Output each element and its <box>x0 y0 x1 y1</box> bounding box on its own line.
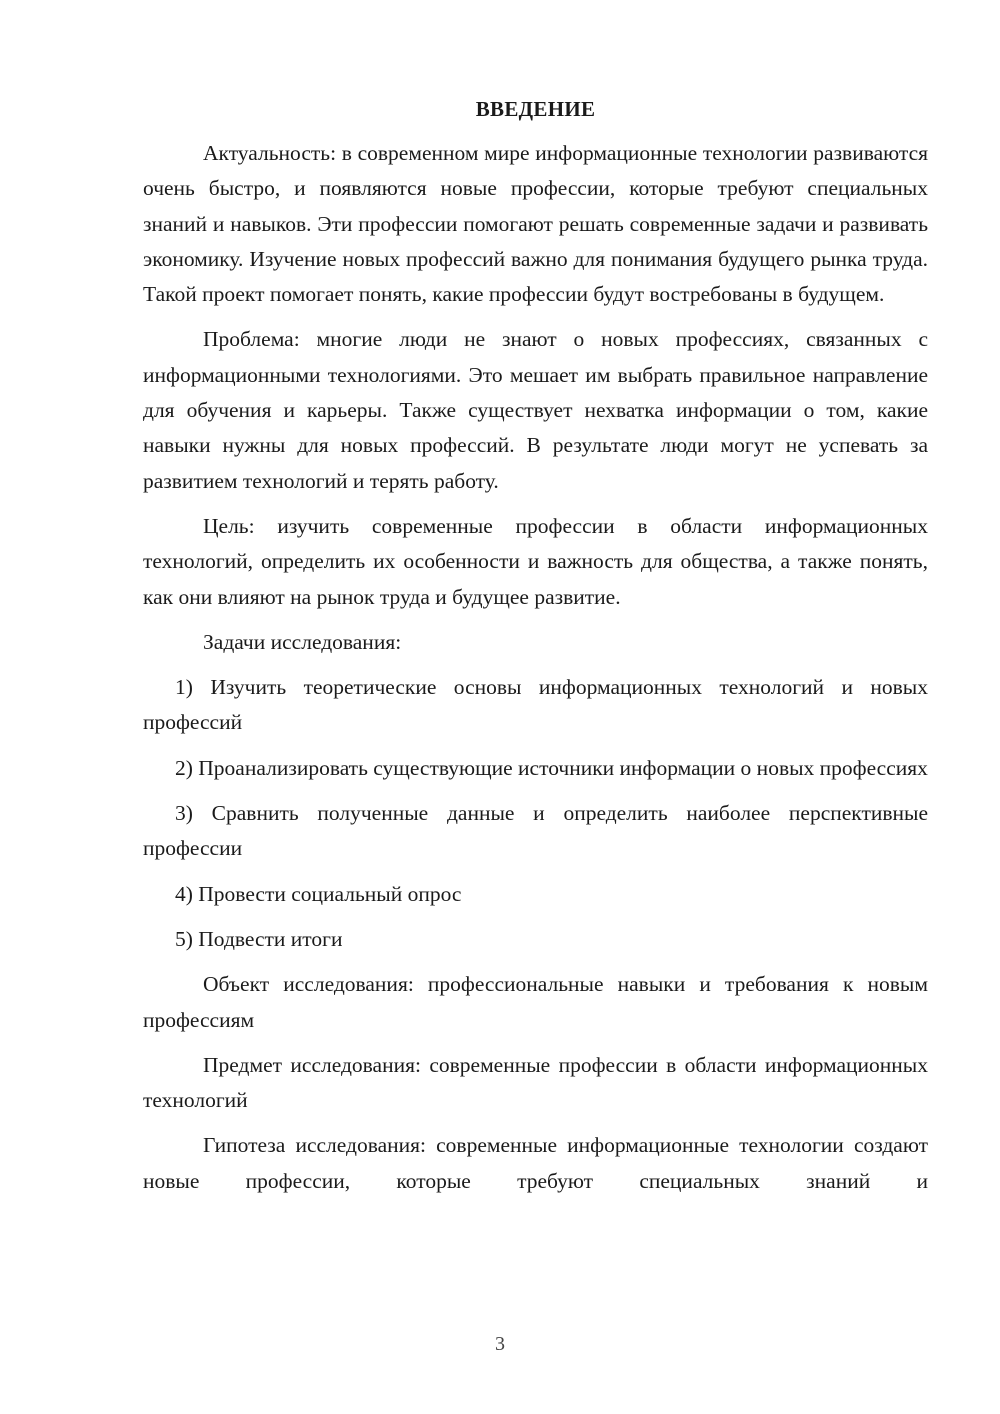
paragraph-subject: Предмет исследования: современные профессии в области информационных технологий <box>143 1052 928 1113</box>
tasks-heading: Задачи исследования: <box>203 629 402 654</box>
page-number: 3 <box>495 1333 505 1355</box>
task-item-4: 4) Провести социальный опрос <box>175 881 462 906</box>
page-title: ВВЕДЕНИЕ <box>475 97 596 121</box>
paragraph-relevance: Актуальность: в современном мире информационные технологии развиваются очень быстро, и появляются новые профессии, которые требуют специальных знаний и навыков. Эти профессии помогают решать современные задачи и развивать экономику. Изучение новых профессий важно для понимания будущего рынка труда. Такой проект помогает понять, какие профессии будут востребованы в будущем. <box>143 141 928 307</box>
task-item-3: 3) Сравнить полученные данные и определить наиболее перспективные профессии <box>143 801 928 861</box>
paragraph-goal: Цель: изучить современные профессии в области информационных технологий, определить их особенности и важность для общества, а также понять, как они влияют на рынок труда и будущее развитие. <box>143 513 928 609</box>
paragraph-problem: Проблема: многие люди не знают о новых профессиях, связанных с информационными технологиями. Это мешает им выбрать правильное направление для обучения и карьеры. Также существует нехватка информации о том, какие навыки нужны для новых профессий. В результате люди могут не успевать за развитием технологий и терять работу. <box>143 327 928 493</box>
task-item-1: 1) Изучить теоретические основы информационных технологий и новых профессий <box>143 675 928 735</box>
paragraph-object: Объект исследования: профессиональные навыки и требования к новым профессиям <box>143 972 928 1032</box>
document-page <box>143 92 928 1209</box>
task-item-2: 2) Проанализировать существующие источники информации о новых профессиях <box>175 755 928 780</box>
task-item-5: 5) Подвести итоги <box>175 926 343 951</box>
paragraph-hypothesis: Гипотеза исследования: современные информационные технологии создают новые профессии, которые требуют специальных знаний и <box>143 1133 928 1193</box>
